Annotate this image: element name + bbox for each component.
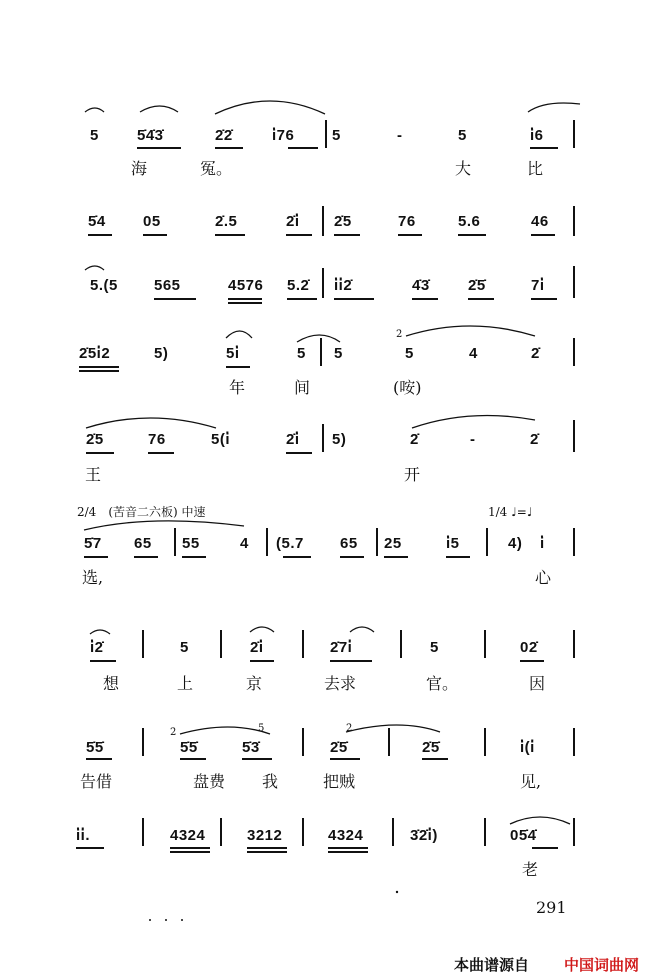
note: 2̇i̇: [250, 639, 264, 656]
note: 5̇4̇3̇: [137, 127, 164, 144]
note: 05: [143, 213, 161, 230]
note: i̇6: [530, 127, 544, 144]
lyric: 想: [103, 674, 120, 693]
note: 05̇4̇: [510, 827, 537, 844]
lyric: 王: [85, 465, 102, 484]
note: 5: [430, 639, 439, 656]
note: 5: [458, 127, 467, 144]
note: 02̇: [520, 639, 538, 656]
note: 5i̇: [226, 345, 240, 362]
note: 65: [134, 535, 152, 552]
lyric: 我: [262, 772, 279, 791]
lyric: 上: [177, 674, 194, 693]
note: 5.(5: [90, 277, 118, 294]
note: 55: [182, 535, 200, 552]
note: 25: [384, 535, 402, 552]
source-label: 本曲谱源自: [454, 956, 530, 974]
note: 2̇5̇: [330, 739, 348, 756]
note: 4324: [328, 827, 364, 844]
lyric: 把贼: [323, 772, 356, 791]
note: 3212: [247, 827, 283, 844]
note: 5): [154, 345, 169, 362]
note: 2̇5̇: [422, 739, 440, 756]
lyric: (咹): [393, 378, 422, 397]
note: 76: [148, 431, 166, 448]
note: 5: [334, 345, 343, 362]
section-header: 2/4 (苦音二六板) 中速: [77, 505, 206, 519]
note: 5: [297, 345, 306, 362]
grace-note: 2̇: [170, 727, 177, 738]
grace-note: 5̇: [258, 723, 265, 734]
note: 4: [240, 535, 249, 552]
note: 46: [531, 213, 549, 230]
lyric: 心: [535, 568, 552, 587]
note: 4576: [228, 277, 264, 294]
note: 5̇5̇: [86, 739, 104, 756]
note: 5(i̇: [211, 431, 231, 448]
lyric: 告借: [80, 772, 113, 791]
note: i̇(i̇: [520, 739, 535, 756]
note: 5.6: [458, 213, 481, 230]
tempo-marking: 1/4 ♩=♩: [488, 505, 533, 519]
note: 2̇: [410, 431, 419, 448]
note: 2̇5i̇2: [79, 345, 111, 362]
lyric: 间: [294, 378, 311, 397]
lyric: 大: [455, 159, 472, 178]
note: i̇: [540, 535, 545, 552]
note: 4̇3̇: [412, 277, 430, 294]
grace-note: 2̇: [396, 329, 403, 340]
page-number: 291: [536, 898, 567, 917]
note: 76: [398, 213, 416, 230]
note: 4324: [170, 827, 206, 844]
note: i̇76: [272, 127, 295, 144]
note: 2̇7i̇: [330, 639, 353, 656]
note: 7i̇: [531, 277, 545, 294]
note: 5): [332, 431, 347, 448]
note: i̇i̇.: [76, 827, 91, 844]
note: 4: [469, 345, 478, 362]
note: 5: [90, 127, 99, 144]
lyric: 开: [404, 465, 421, 484]
lyric: 老: [522, 860, 539, 879]
lyric: 盘费: [193, 772, 226, 791]
note: 2̇i̇: [286, 431, 300, 448]
note: -: [397, 127, 403, 144]
lyric: 因: [529, 674, 546, 693]
note: 565: [154, 277, 181, 294]
note: 2̇2̇: [215, 127, 233, 144]
lyric: 去求: [324, 674, 357, 693]
grace-note: 2̇: [346, 723, 353, 734]
lyric: 冤。: [200, 159, 233, 178]
note: 5̇3̇: [242, 739, 260, 756]
note: 2̇5: [334, 213, 352, 230]
note: 5: [332, 127, 341, 144]
note: 5̇7: [84, 535, 102, 552]
note: 5̇5̇: [180, 739, 198, 756]
note: i̇2̇: [90, 639, 104, 656]
note: 5: [180, 639, 189, 656]
note: -: [470, 431, 476, 448]
note: 5: [405, 345, 414, 362]
note: 3̇2̇i̇): [410, 827, 438, 844]
note: 4): [508, 535, 523, 552]
site-name-link[interactable]: 中国词曲网: [564, 956, 640, 974]
note: i̇i̇2̇: [334, 277, 353, 294]
lyric: 年: [229, 378, 246, 397]
note: 2̇5̇: [468, 277, 486, 294]
note: 5.2̇: [287, 277, 310, 294]
lyric: 比: [527, 159, 544, 178]
note: 2̇: [531, 345, 540, 362]
note: 2̇i̇: [286, 213, 300, 230]
note: 2̇: [530, 431, 539, 448]
note: 2̇.5: [215, 213, 238, 230]
note: i̇5: [446, 535, 460, 552]
note: (5.7: [276, 535, 304, 552]
lyric: 官。: [426, 674, 459, 693]
lyric: 选,: [82, 568, 104, 587]
note: 5̇4: [88, 213, 106, 230]
note: 65: [340, 535, 358, 552]
lyric: 见,: [520, 772, 542, 791]
lyric: 海: [131, 159, 148, 178]
note: 2̇5: [86, 431, 104, 448]
lyric: 京: [246, 674, 263, 693]
